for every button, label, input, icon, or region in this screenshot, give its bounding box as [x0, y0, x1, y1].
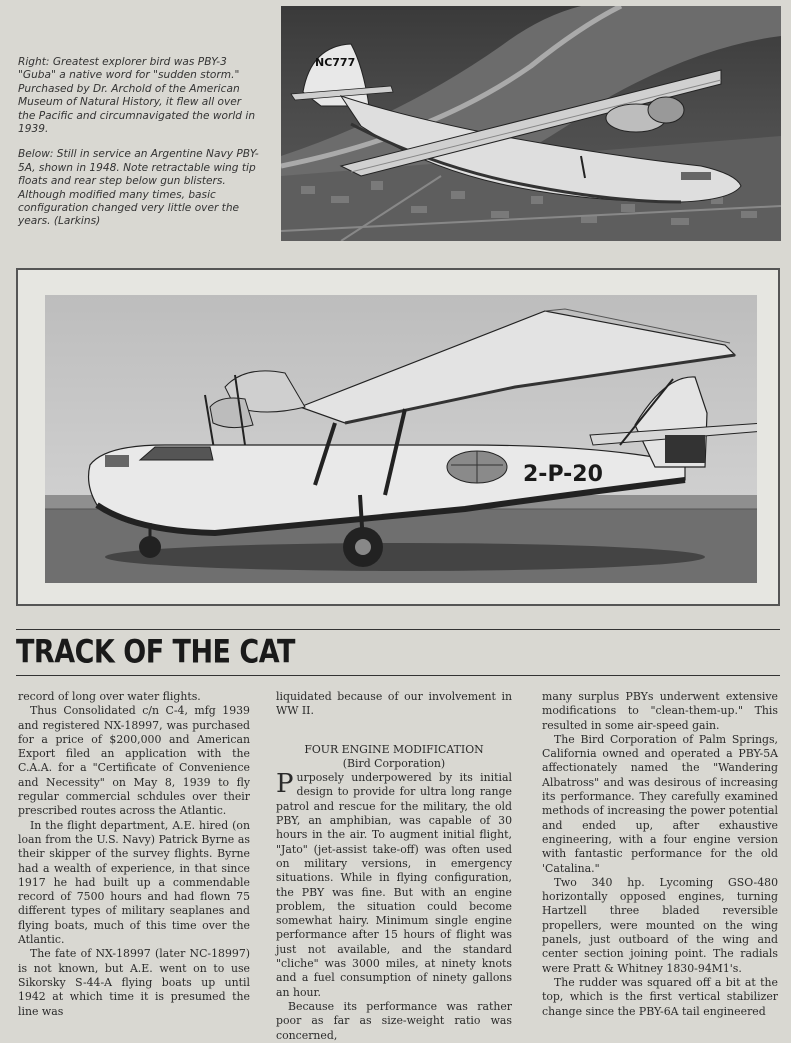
hull-code-2-p-20: 2-P-20 [523, 462, 603, 487]
subhead-title: FOUR ENGINE MODIFICATION [304, 742, 484, 756]
photo-captions [18, 56, 260, 241]
col2-para-2: Because its performance was rather poor as far as size-weight ratio was concerned, [276, 999, 512, 1042]
photo-argentine-navy-pby5a [45, 295, 757, 583]
photo-frame-pby5a [16, 268, 780, 606]
section-subhead [276, 743, 512, 772]
headline-rule-top [16, 629, 780, 630]
article-headline: TRACK OF THE CAT [16, 634, 295, 671]
col3-para-4: The rudder was squared off a bit at the top, which is the first vertical stabilizer change since the PBY-6A tail engineered [542, 975, 778, 1018]
col1-para-1: record of long over water flights. [18, 690, 201, 703]
col1-para-3: In the flight department, A.E. hired (on loan from the U.S. Navy) Patrick Byrne as their skipper of the survey flights. Byrne had a wealth of experience, in that since 1917 he had built up a commendable record of 7500 hours and had flown 75 different types of military seaplanes and flying boats, much of this time over the Atlantic. [18, 818, 250, 947]
caption-right: Right: Greatest explorer bird was PBY-3 "Guba" a native word for "sudden storm." Purchased by Dr. Archold of the American Museum of Natural History, it flew all over the Pacific and circumnavigated the world in 1939. [18, 56, 256, 136]
photo-pby3-guba-image [281, 6, 781, 241]
col2-intro: liquidated because of our involvement in WW II. [276, 690, 512, 718]
subhead-credit: (Bird Corporation) [342, 756, 446, 770]
col1-para-4: The fate of NX-18997 (later NC-18997) is not known, but A.E. went on to use Sikorsky S-44-A flying boats up until 1942 at which time it is presumed the line was [18, 947, 250, 1018]
col1-para-2: Thus Consolidated c/n C-4, mfg 1939 and registered NX-18997, was purchased for a price of $200,000 and American Export filed an application with the C.A.A. for a "Certificate of Convenience and Necessity" on May 8, 1939 to fly regular commercial schdules over their prescribed routes across the Atlantic. [18, 704, 250, 818]
tail-code-nc777: NC777 [315, 56, 356, 69]
article-column-3 [542, 690, 778, 1019]
headline-rule-bottom [16, 675, 780, 676]
col3-para-3: Two 340 hp. Lycoming GSO-480 horizontally opposed engines, turning Hartzell three bladed reversible propellers, were mounted on the wing panels, just outboard of the wing and center section joining point. The radials were Pratt & Whitney 1830-94M1's. [542, 875, 778, 975]
article-column-1 [18, 690, 250, 1019]
col3-para-2: The Bird Corporation of Palm Springs, California owned and operated a PBY-5A affectionately named the "Wandering Albatross" and was desirous of increasing its performance. They carefully examined methods of increasing the power potential and ended up, after exhaustive engineering, with a four engine version with fantastic performance for the old 'Catalina." [542, 732, 778, 875]
caption-below: Below: Still in service an Argentine Navy PBY-5A, shown in 1948. Note retractable wing tip floats and rear step below gun blisters. Although modified many times, basic configuration changed very little over the years. (Larkins) [18, 148, 259, 228]
col2-para-1 [276, 771, 512, 1000]
photo-pby3-guba [281, 6, 781, 241]
article-column-2 [276, 690, 512, 1043]
col2-para-1-text: urposely underpowered by its initial design to provide for ultra long range patrol and rescue for the military, the old PBY, an amphibian, was capable of 30 hours in the air. To augment initial flight, "Jato" (jet-assist take-off) was often used on military versions, in emergency situations. While in flying configuration, the PBY was fine. But with an engine problem, the situation could become somewhat hairy. Minimum single engine performance after 15 hours of flight was just not available, and the standard "cliche" was 3000 miles, at ninety knots and a fuel consumption of ninety gallons an hour. [276, 771, 512, 999]
drop-cap: P [276, 769, 294, 800]
photo-pby5a-image [45, 295, 757, 583]
col3-para-1: many surplus PBYs underwent extensive modifications to "clean-them-up." This resulted in some air-speed gain. [542, 690, 778, 732]
